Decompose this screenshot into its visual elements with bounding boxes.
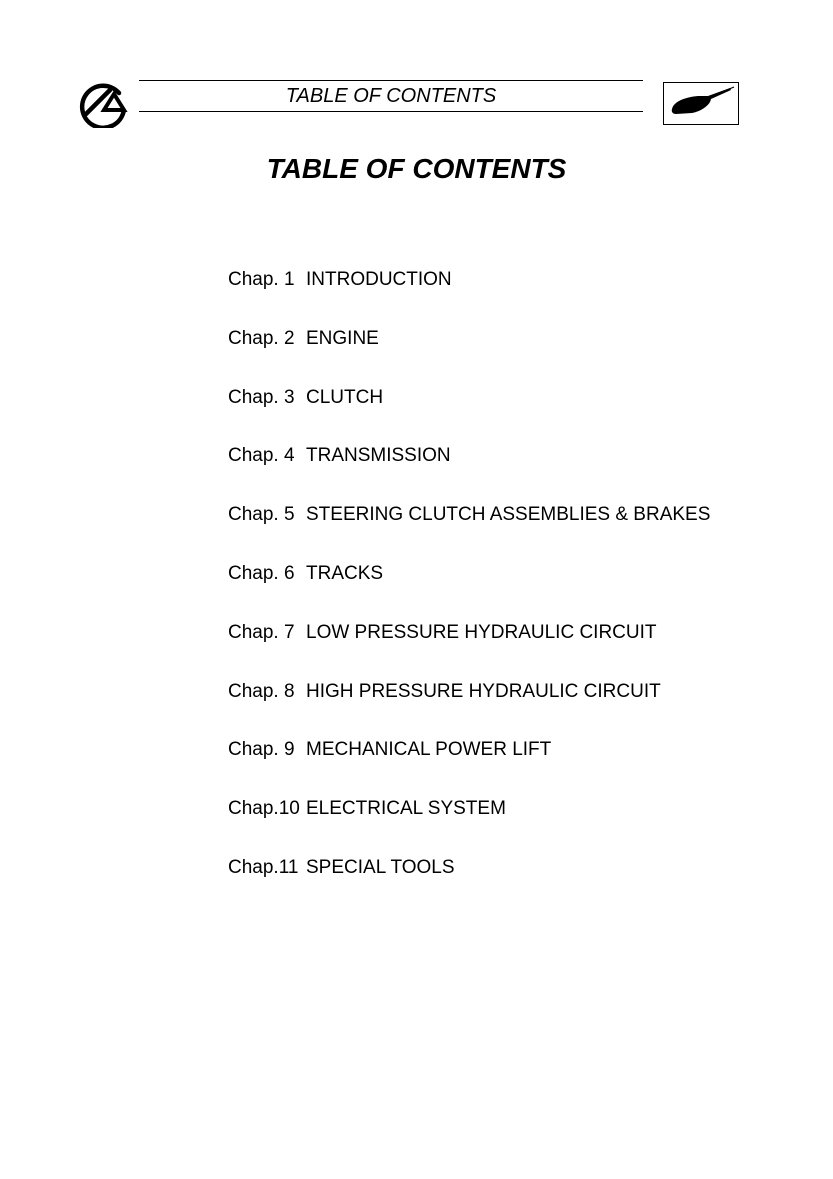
toc-chapter-number: Chap. 3 <box>228 386 295 408</box>
toc-chapter-number: Chap. 5 <box>228 504 295 526</box>
toc-entry-10[interactable] <box>228 795 710 854</box>
toc-chapter-number: Chap.10 <box>228 798 300 820</box>
hand-pointer-icon <box>663 82 739 125</box>
toc-chapter-number: Chap. 1 <box>228 269 295 290</box>
toc-entry-1[interactable] <box>228 266 710 325</box>
toc-entry-2[interactable] <box>228 325 710 384</box>
toc-entry-4[interactable] <box>228 442 710 501</box>
toc-chapter-title: ENGINE <box>306 327 379 349</box>
toc-chapter-number: Chap. 2 <box>228 327 295 349</box>
toc-chapter-number: Chap. 8 <box>228 680 295 702</box>
brand-logo-icon <box>78 78 128 128</box>
header-rule-top <box>139 80 643 81</box>
toc-chapter-title: LOW PRESSURE HYDRAULIC CIRCUIT <box>306 621 657 643</box>
toc-chapter-number: Chap. 9 <box>228 739 295 761</box>
page-title: TABLE OF CONTENTS <box>266 153 567 184</box>
toc-entry-7[interactable] <box>228 619 710 678</box>
toc-chapter-number: Chap. 7 <box>228 621 295 643</box>
toc-chapter-number: Chap. 6 <box>228 562 295 584</box>
toc-chapter-title: SPECIAL TOOLS <box>306 856 455 878</box>
toc-entry-8[interactable] <box>228 678 710 737</box>
toc-entry-9[interactable] <box>228 736 710 795</box>
toc-entry-6[interactable] <box>228 560 710 619</box>
toc-chapter-title: TRACKS <box>306 562 384 584</box>
toc-entry-11[interactable] <box>228 854 710 913</box>
toc-chapter-title: CLUTCH <box>306 386 384 408</box>
toc-chapter-title: ELECTRICAL SYSTEM <box>306 798 506 820</box>
toc-chapter-title: TRANSMISSION <box>306 445 451 467</box>
header-rule-bottom <box>139 111 643 112</box>
table-of-contents <box>228 266 710 913</box>
toc-entry-5[interactable] <box>228 501 710 560</box>
toc-chapter-number: Chap.11 <box>228 856 299 878</box>
toc-chapter-title: INTRODUCTION <box>306 269 452 290</box>
header-title: TABLE OF CONTENTS <box>285 85 497 107</box>
toc-chapter-title: MECHANICAL POWER LIFT <box>306 739 552 761</box>
toc-chapter-number: Chap. 4 <box>228 445 295 467</box>
toc-chapter-title: HIGH PRESSURE HYDRAULIC CIRCUIT <box>306 680 661 702</box>
toc-chapter-title: STEERING CLUTCH ASSEMBLIES & BRAKES <box>306 504 711 526</box>
toc-entry-3[interactable] <box>228 384 710 443</box>
